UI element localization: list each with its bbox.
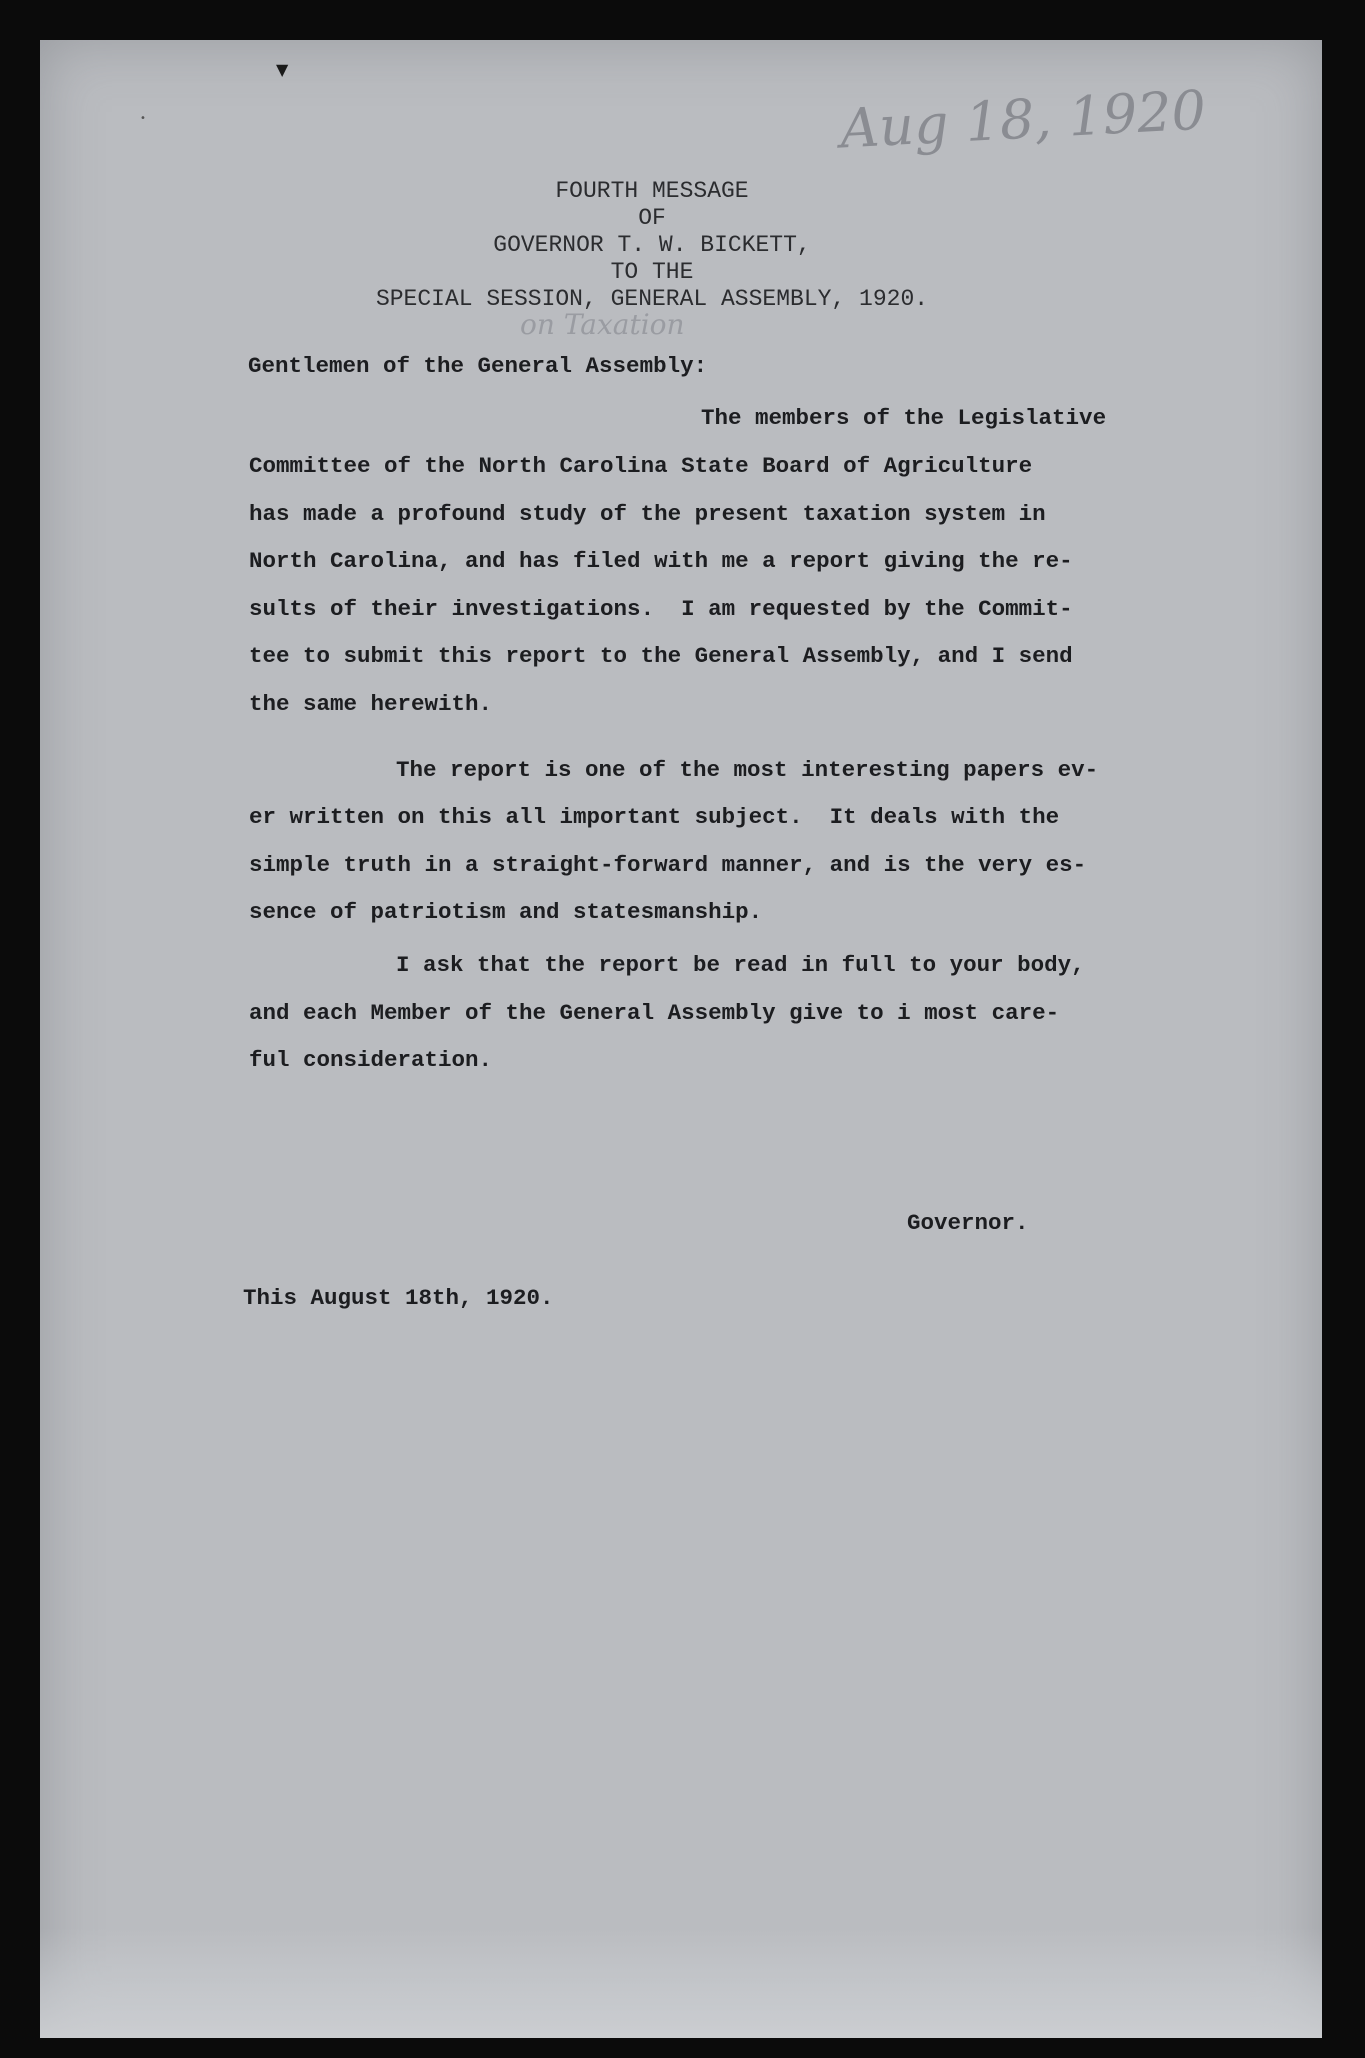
- body-line: er written on this all important subject. It deals with the: [249, 804, 1060, 830]
- handwritten-date: Aug 18, 1920: [838, 78, 1208, 161]
- heading-line: GOVERNOR T. W. BICKETT,: [493, 232, 811, 258]
- body-line: I ask that the report be read in full to your body,: [396, 952, 1085, 978]
- body-line: North Carolina, and has filed with me a report giving the re-: [249, 548, 1073, 574]
- body-line: The members of the Legislative: [701, 405, 1107, 431]
- body-line: ful consideration.: [249, 1047, 493, 1073]
- heading-line: SPECIAL SESSION, GENERAL ASSEMBLY, 1920.: [375, 286, 929, 312]
- body-line: sults of their investigations. I am requested by the Commit-: [249, 596, 1073, 622]
- body-line: the same herewith.: [249, 691, 493, 717]
- heading-line: OF: [638, 205, 666, 231]
- body-line: sence of patriotism and statesmanship.: [249, 899, 763, 925]
- body-line: simple truth in a straight-forward manner, and is the very es-: [249, 852, 1087, 878]
- stray-mark: ▼: [276, 60, 289, 79]
- signature-title: Governor.: [907, 1210, 1029, 1236]
- date-line: This August 18th, 1920.: [243, 1285, 554, 1311]
- salutation: Gentlemen of the General Assembly:: [248, 353, 708, 379]
- stray-mark: •: [140, 113, 146, 124]
- document-page: [40, 40, 1322, 2038]
- body-line: tee to submit this report to the General Assembly, and I send: [249, 643, 1073, 669]
- body-line: The report is one of the most interesting papers ev-: [396, 757, 1099, 783]
- body-line: and each Member of the General Assembly give to i most care-: [249, 1000, 1060, 1026]
- body-line: Committee of the North Carolina State Board of Agriculture: [249, 453, 1033, 479]
- heading-line: FOURTH MESSAGE: [555, 178, 749, 204]
- body-line: has made a profound study of the present taxation system in: [249, 501, 1046, 527]
- handwritten-subject: on Taxation: [520, 308, 685, 341]
- heading-line: TO THE: [610, 259, 694, 285]
